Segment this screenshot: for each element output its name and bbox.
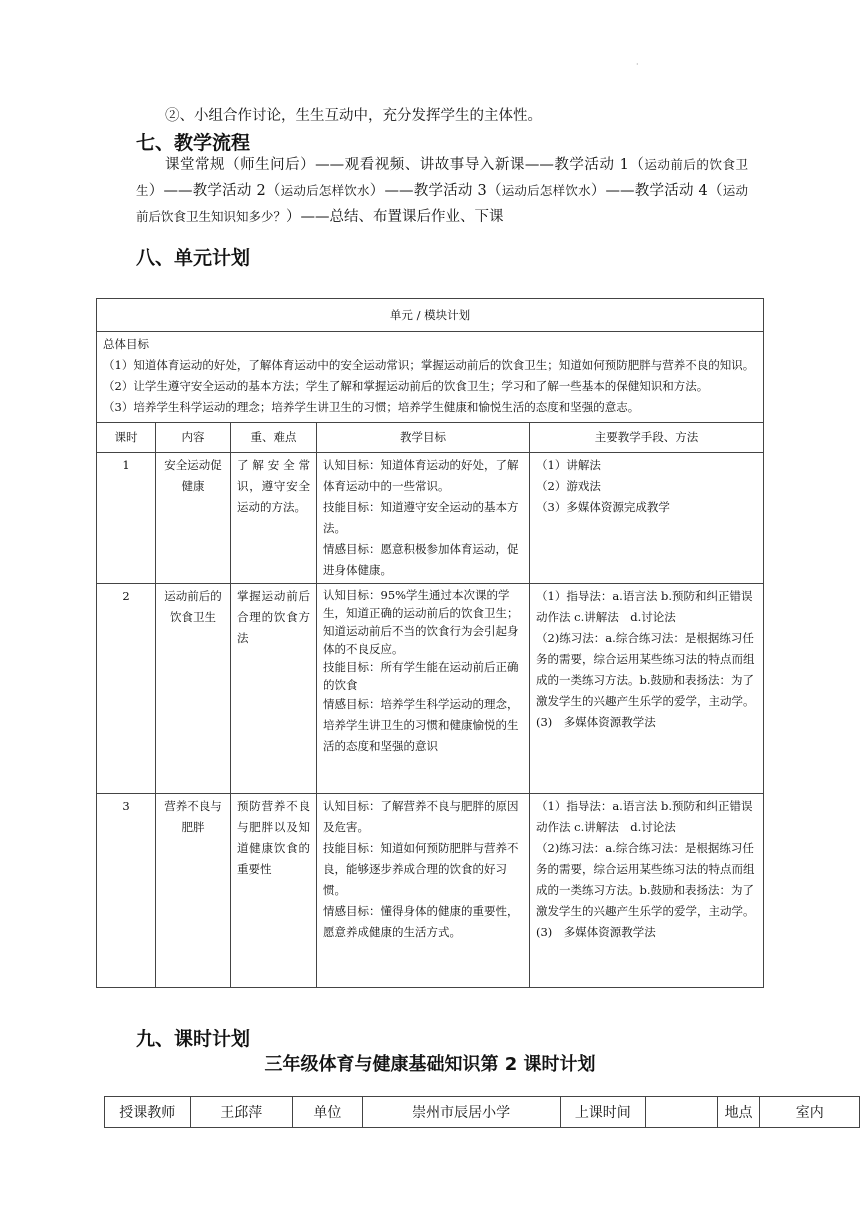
time-value — [646, 1097, 718, 1128]
skill-goal: 技能目标：知道遵守安全运动的基本方法。 — [323, 500, 519, 535]
lesson-key-points: 掌握运动前后合理的饮食方法 — [231, 584, 317, 794]
lesson-goals — [317, 453, 530, 584]
lesson-number: 2 — [97, 584, 156, 794]
unit-plan-table — [96, 298, 764, 988]
flow-activity-3: 运动后怎样饮水 — [501, 183, 591, 198]
overall-goals-cell — [97, 332, 764, 423]
method-item: （2)练习法：a.综合练习法：是根据练习任务的需要，综合运用某些练习法的特点而组成的一类练习方法。b.鼓励和表扬法：为了激发学生的兴趣产生乐学的爱学，主动学。 — [536, 841, 755, 918]
skill-goal: 技能目标：所有学生能在运动前后正确的饮食 — [323, 660, 519, 692]
cognitive-goal: 认知目标：知道体育运动的好处，了解体育运动中的一些常识。 — [323, 458, 519, 493]
header-content: 内容 — [156, 423, 231, 453]
lesson-content: 营养不良与肥胖 — [156, 794, 231, 988]
method-item: (3) 多媒体资源教学法 — [536, 925, 656, 939]
place-value: 室内 — [760, 1097, 860, 1128]
flow-text-4: ）——教学活动 4（ — [590, 183, 723, 199]
lesson-goals — [317, 794, 530, 988]
header-teaching-goals: 教学目标 — [317, 423, 530, 453]
page-dot: · — [636, 60, 639, 69]
teacher-label: 授课教师 — [105, 1097, 191, 1128]
overall-goal-2: （2）让学生遵守安全运动的基本方法；学生了解和掌握运动前后的饮食卫生；学习和了解一些基本的保健知识和方法。 — [103, 379, 709, 393]
overall-goal-3: （3）培养学生科学运动的理念；培养学生讲卫生的习惯；培养学生健康和愉悦生活的态度和坚强的意志。 — [103, 400, 640, 414]
section9-heading: 九、课时计划 — [136, 1028, 251, 1050]
lesson-info-table — [104, 1096, 860, 1128]
header-key-points: 重、难点 — [231, 423, 317, 453]
emotional-goal: 情感目标：培养学生科学运动的理念，培养学生讲卫生的习惯和健康愉悦的生活的态度和坚强的意识 — [323, 697, 519, 753]
lesson-plan-title: 三年级体育与健康基础知识第 2 课时计划 — [264, 1054, 596, 1075]
method-item: （1）指导法：a.语言法 b.预防和纠正错误动作法 c.讲解法 d.讨论法 — [536, 799, 753, 834]
emotional-goal: 情感目标：愿意积极参加体育运动，促进身体健康。 — [323, 542, 519, 577]
lesson-number: 3 — [97, 794, 156, 988]
overall-goal-1: （1）知道体育运动的好处，了解体育运动中的安全运动常识；掌握运动前后的饮食卫生；知道如何预防肥胖与营养不良的知识。 — [103, 358, 755, 372]
place-label: 地点 — [717, 1097, 760, 1128]
lesson-goals — [317, 584, 530, 794]
section7-heading: 七、教学流程 — [136, 132, 251, 154]
flow-text-3: ）——教学活动 3（ — [369, 183, 502, 199]
method-item: （1）讲解法 — [536, 458, 601, 472]
teaching-flow-paragraph — [136, 152, 748, 230]
method-item: （2)练习法：a.综合练习法：是根据练习任务的需要，综合运用某些练习法的特点而组成的一类练习方法。b.鼓励和表扬法：为了激发学生的兴趣产生乐学的爱学，主动学。 — [536, 631, 755, 708]
emotional-goal: 情感目标：懂得身体的健康的重要性，愿意养成健康的生活方式。 — [323, 904, 519, 939]
section8-heading: 八、单元计划 — [136, 247, 251, 269]
time-label: 上课时间 — [560, 1097, 646, 1128]
lesson-methods — [530, 453, 764, 584]
cognitive-goal: 认知目标：了解营养不良与肥胖的原因及危害。 — [323, 799, 519, 834]
skill-goal: 技能目标：知道如何预防肥胖与营养不良，能够逐步养成合理的饮食的好习惯。 — [323, 841, 519, 897]
flow-text-2: ）——教学活动 2（ — [148, 183, 281, 199]
lesson-methods — [530, 584, 764, 794]
flow-activity-4: 运动前后饮食卫生知识知多少？ — [136, 183, 748, 224]
cognitive-goal: 认知目标：95%学生通过本次课的学生，知道正确的运动前后的饮食卫生；知道运动前后不当的饮食行为会引起身体的不良反应。 — [323, 588, 519, 656]
section6-tail-text: ②、小组合作讨论，生生互动中，充分发挥学生的主体性。 — [165, 108, 542, 124]
flow-text-5: ）——总结、布置课后作业、下课 — [286, 209, 504, 225]
lesson-key-points: 预防营养不良与肥胖以及知道健康饮食的重要性 — [231, 794, 317, 988]
unit-label: 单位 — [293, 1097, 363, 1128]
lesson-methods — [530, 794, 764, 988]
lesson-info-row — [105, 1097, 860, 1128]
method-item: （3）多媒体资源完成教学 — [536, 500, 670, 514]
lesson-content: 运动前后的饮食卫生 — [156, 584, 231, 794]
method-item: (3) 多媒体资源教学法 — [536, 715, 656, 729]
unit-plan-title: 单元 / 模块计划 — [97, 299, 764, 332]
flow-activity-1: 运动前后的饮食卫生 — [136, 157, 748, 198]
overall-goals-label: 总体目标 — [103, 337, 149, 351]
header-methods: 主要教学手段、方法 — [530, 423, 764, 453]
table-row — [97, 584, 764, 794]
header-lesson: 课时 — [97, 423, 156, 453]
table-row — [97, 453, 764, 584]
lesson-number: 1 — [97, 453, 156, 584]
flow-activity-2: 运动后怎样饮水 — [280, 183, 370, 198]
table-header-row — [97, 423, 764, 453]
method-item: （2）游戏法 — [536, 479, 601, 493]
unit-value: 崇州市辰居小学 — [362, 1097, 560, 1128]
method-item: （1）指导法：a.语言法 b.预防和纠正错误动作法 c.讲解法 d.讨论法 — [536, 589, 753, 624]
lesson-key-points: 了解安全常识，遵守安全运动的方法。 — [231, 453, 317, 584]
flow-text-1: 课堂常规（师生问后）——观看视频、讲故事导入新课——教学活动 1（ — [165, 157, 645, 173]
teacher-value: 王邱萍 — [190, 1097, 292, 1128]
lesson-content: 安全运动促健康 — [156, 453, 231, 584]
table-row — [97, 794, 764, 988]
